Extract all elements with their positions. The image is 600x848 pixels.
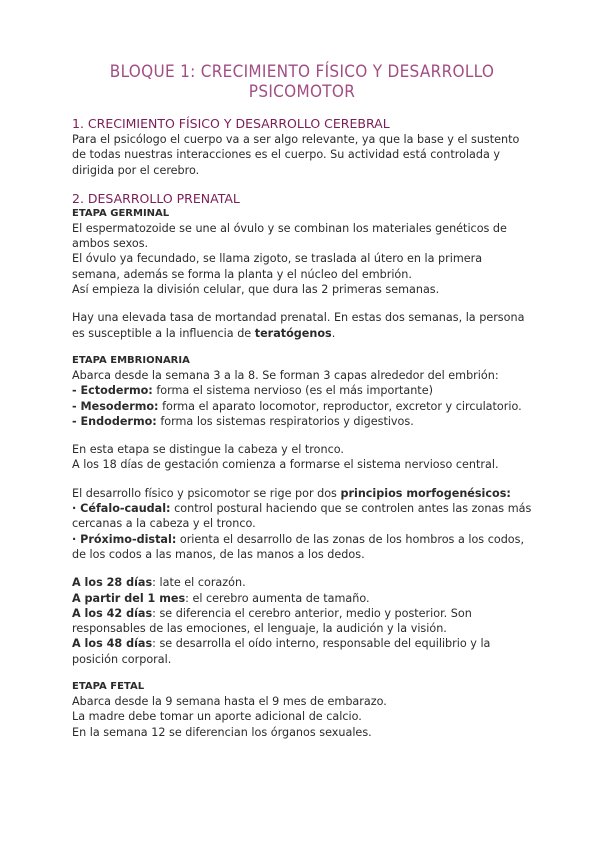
- layer-item: - Ectodermo: forma el sistema nervioso (es el más importante): [72, 384, 433, 398]
- fetal-line-1: Abarca desde la 9 semana hasta el 9 mes de embarazo.: [72, 695, 387, 709]
- page-title: BLOQUE 1: CRECIMIENTO FÍSICO Y DESARROLLO PSICOMOTOR: [109, 62, 495, 102]
- principles-intro: El desarrollo físico y psicomotor se rige por dos principios morfogenésicos:: [72, 486, 511, 500]
- section-heading-crecimiento: 1. CRECIMIENTO FÍSICO Y DESARROLLO CEREBRAL: [72, 116, 390, 131]
- layer-item: - Endodermo: forma los sistemas respiratorios y digestivos.: [72, 414, 414, 428]
- principle-cefalo-caudal: · Céfalo-caudal: control postural haciendo que se controlen antes las zonas más cercanas a la cabeza y el tronco.: [72, 502, 532, 531]
- embrionaria-paragraph-1: En esta etapa se distingue la cabeza y el tronco.: [72, 443, 344, 457]
- paragraph-crecimiento: Para el psicólogo el cuerpo va a ser algo relevante, ya que la base y el sustento de todas nuestras interacciones es el cuerpo. Su actividad está controlada y dirigida por el cerebro.: [72, 133, 520, 177]
- embrionaria-intro: Abarca desde la semana 3 a la 8. Se forman 3 capas alrededor del embrión:: [72, 368, 499, 382]
- fetal-line-2: La madre debe tomar un aporte adicional de calcio.: [72, 710, 362, 724]
- section-heading-prenatal: 2. DESARROLLO PRENATAL: [72, 190, 240, 206]
- germinal-line-4: Hay una elevada tasa de mortandad prenatal. En estas dos semanas, la persona es susceptible a la influencia de teratógenos.: [72, 311, 525, 340]
- document-page: [72, 62, 532, 740]
- embrionaria-paragraph-2: A los 18 días de gestación comienza a formarse el sistema nervioso central.: [72, 458, 499, 472]
- term-teratogenos: teratógenos: [254, 326, 332, 340]
- timeline-item: A los 28 días: late el corazón.: [72, 576, 246, 590]
- subheading-embrionaria: ETAPA EMBRIONARIA: [72, 354, 190, 366]
- timeline-item: A partir del 1 mes: el cerebro aumenta de tamaño.: [72, 591, 370, 605]
- timeline-item: A los 42 días: se diferencia el cerebro anterior, medio y posterior. Son responsables de las emociones, el lenguaje, la audición y la visión.: [72, 606, 472, 636]
- subheading-germinal: ETAPA GERMINAL: [72, 207, 170, 219]
- layer-item: - Mesodermo: forma el aparato locomotor, reproductor, excretor y circulatorio.: [72, 399, 522, 413]
- subheading-fetal: ETAPA FETAL: [72, 681, 145, 693]
- germinal-line-2: El óvulo ya fecundado, se llama zigoto, se traslada al útero en la primera semana, además se forma la planta y el núcleo del embrión.: [72, 252, 483, 281]
- germinal-line-3: Así empieza la división celular, que dura las 2 primeras semanas.: [72, 283, 440, 297]
- timeline-item: A los 48 días: se desarrolla el oído interno, responsable del equilibrio y la posición corporal.: [72, 637, 491, 666]
- principle-proximo-distal: · Próximo-distal: orienta el desarrollo de las zonas de los hombros a los codos, de los codos a las manos, de las manos a los dedos.: [72, 532, 525, 561]
- germinal-line-1: El espermatozoide se une al óvulo y se combinan los materiales genéticos de ambos sexos.: [72, 221, 507, 251]
- fetal-line-3: En la semana 12 se diferencian los órganos sexuales.: [72, 725, 372, 739]
